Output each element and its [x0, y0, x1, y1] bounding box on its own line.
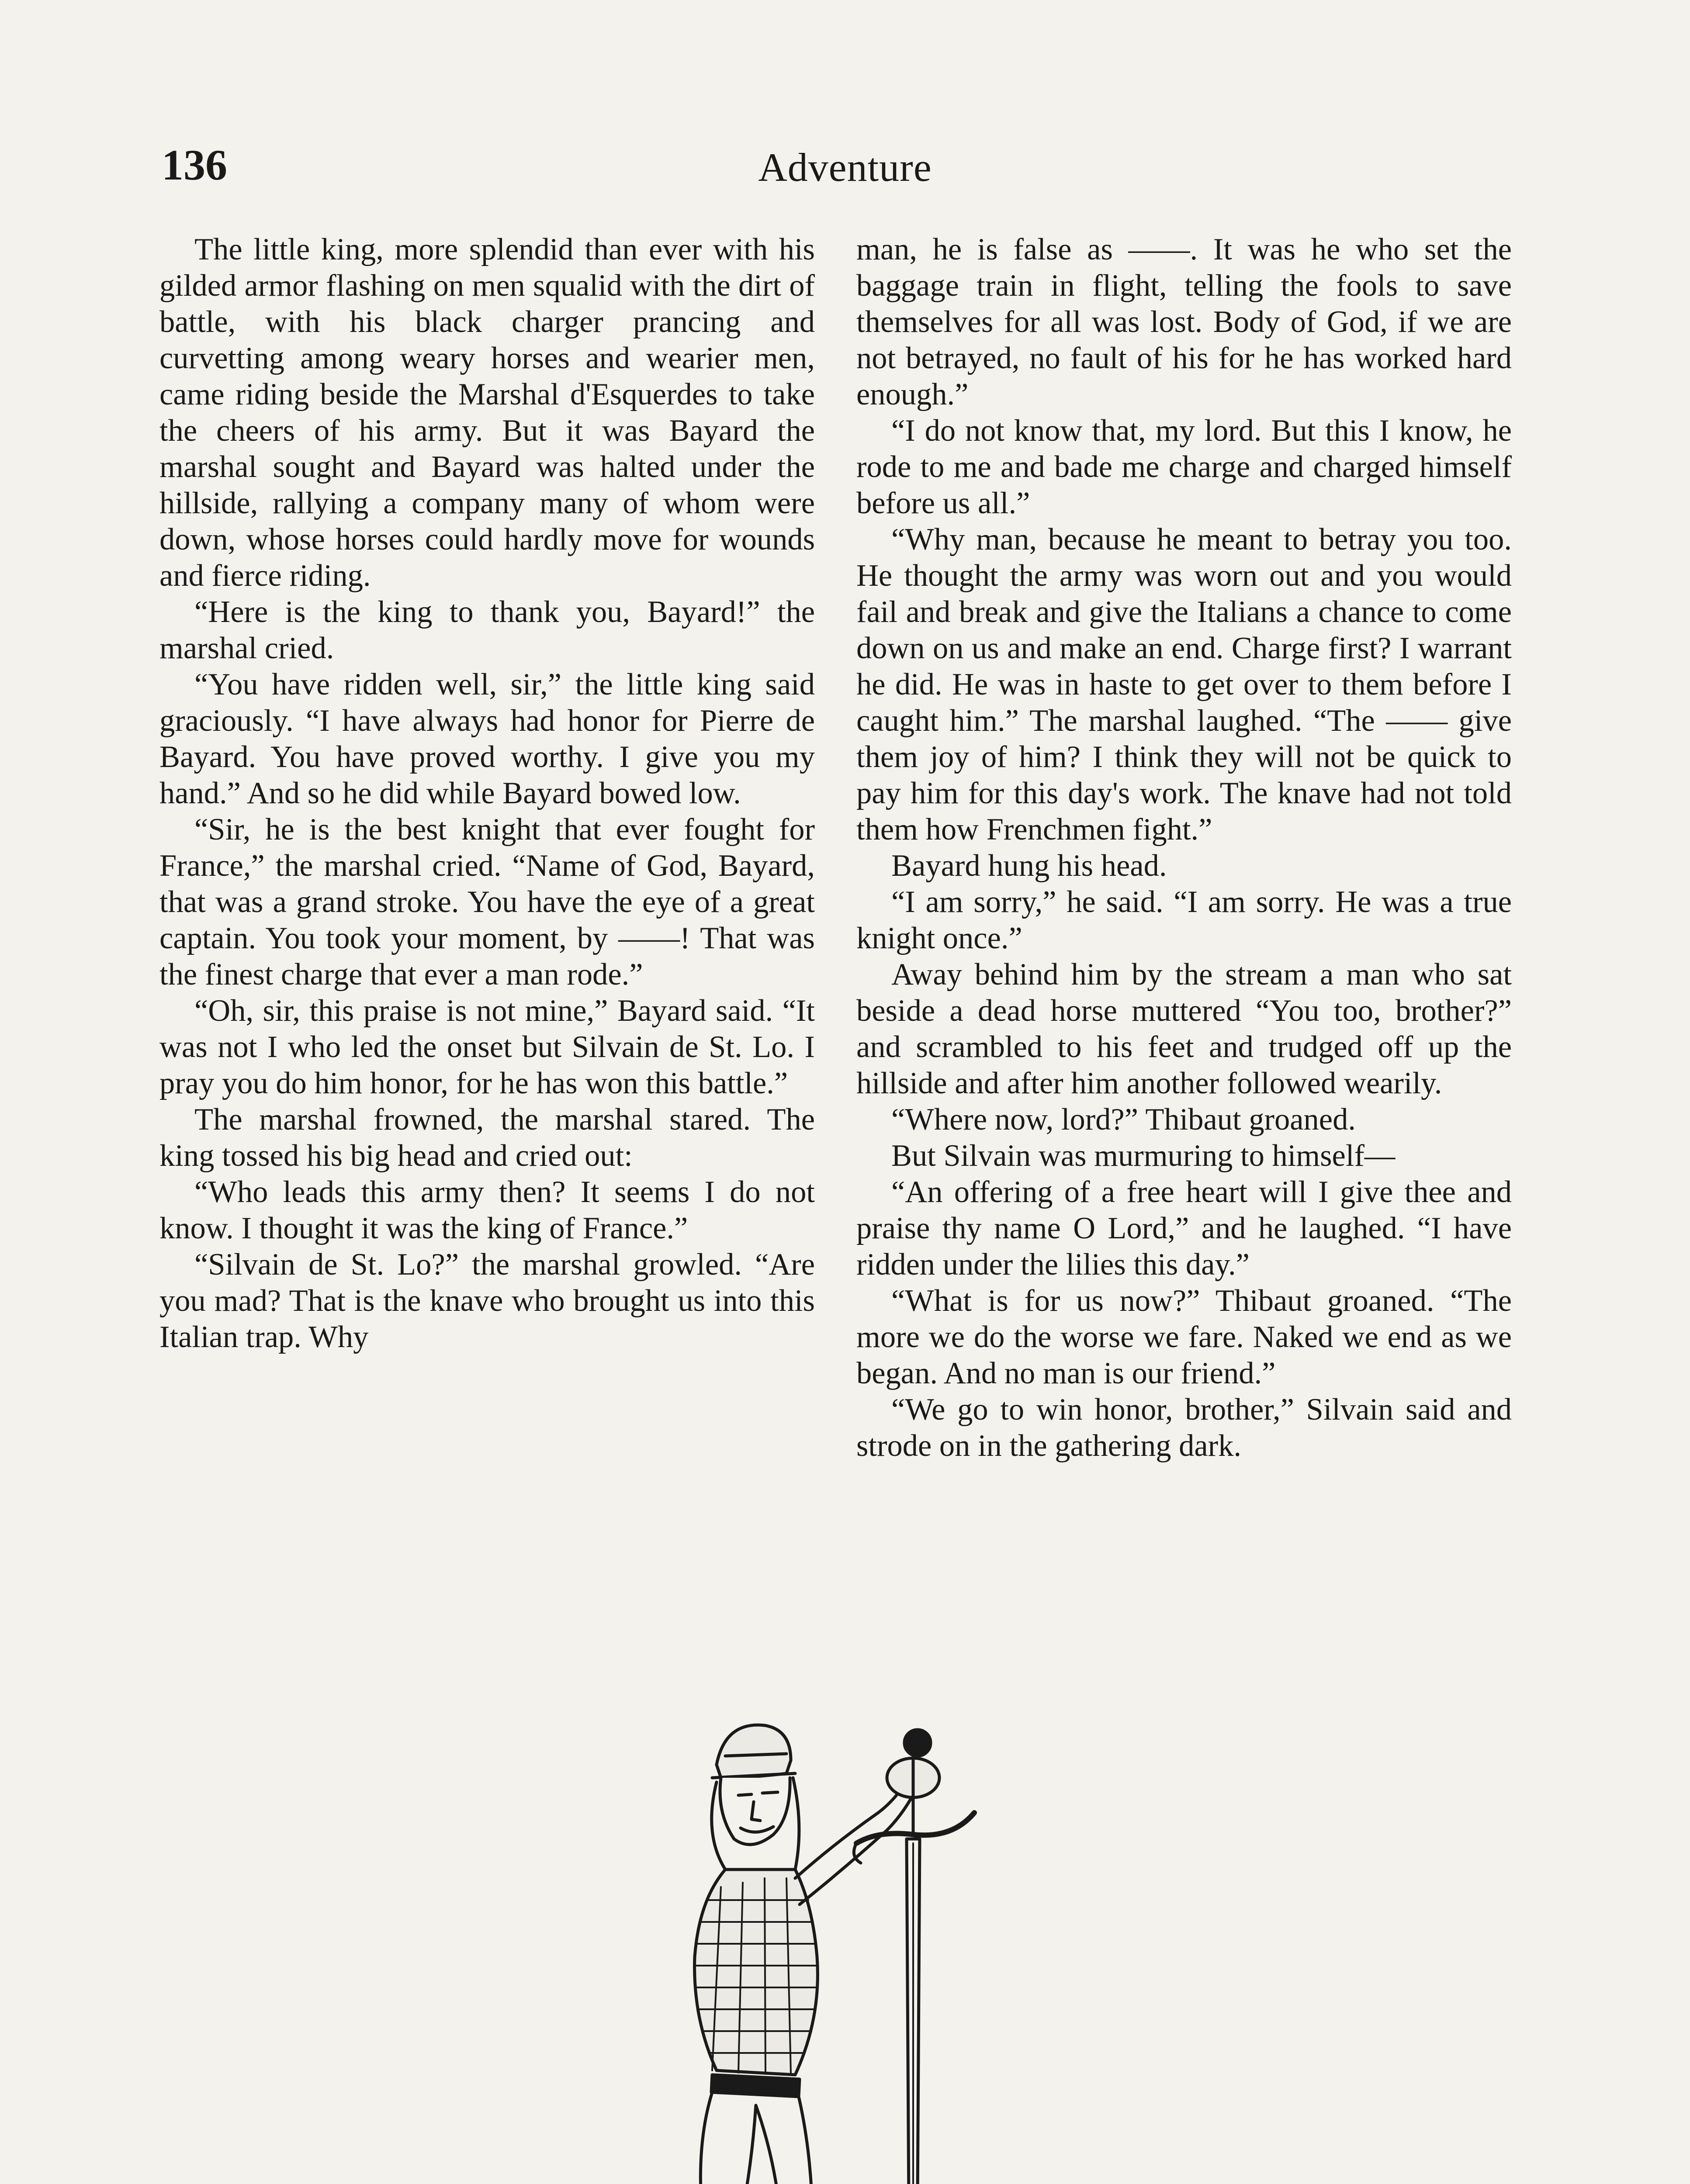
- paragraph: “Sir, he is the best knight that ever fought for France,” the marshal cried. “Name of God, Bayard, that was a grand stroke. You have the eye of a great captain. You took your moment, by ——! That was the finest charge that ever a man rode.”: [159, 812, 815, 992]
- paragraph: “I do not know that, my lord. But this I know, he rode to me and bade me charge and charged himself before us all.”: [856, 414, 1512, 520]
- paragraph: man, he is false as ——. It was he who set the baggage train in flight, telling the fools to save themselves for all was lost. Body of God, if we are not betrayed, no fault of his for he has worked hard enough.”: [856, 232, 1512, 411]
- paragraph: “What is for us now?” Thibaut groaned. “The more we do the worse we fare. Naked we end as we began. And no man is our friend.”: [856, 1284, 1512, 1390]
- paragraph: “I am sorry,” he said. “I am sorry. He was a true knight once.”: [856, 885, 1512, 955]
- paragraph: “Oh, sir, this praise is not mine,” Bayard said. “It was not I who led the onset but Silvain de St. Lo. I pray you do him honor, for he has won this battle.”: [159, 994, 815, 1100]
- knight-leaning-on-sword-icon: [651, 1712, 1114, 2184]
- left-column: [159, 232, 815, 1355]
- paragraph: The little king, more splendid than ever with his gilded armor flashing on men squalid with the dirt of battle, with his black charger prancing and curvetting among weary horses and wearier men, came riding beside the Marshal d'Esquerdes to take the cheers of his army. But it was Bayard the marshal sought and Bayard was halted under the hillside, rallying a company many of whom were down, whose horses could hardly move for wounds and fierce riding.: [159, 232, 815, 593]
- page-header: [0, 131, 1690, 201]
- paragraph: “We go to win honor, brother,” Silvain said and strode on in the gathering dark.: [856, 1393, 1512, 1463]
- running-title: Adventure: [758, 145, 932, 190]
- paragraph: “Who leads this army then? It seems I do not know. I thought it was the king of France.”: [159, 1175, 815, 1245]
- paragraph: “Why man, because he meant to betray you too. He thought the army was worn out and you would fail and break and give the Italians a chance to come down on us and make an end. Charge first? I warrant he did. He was in haste to get over to them before I caught him.” The marshal laughed. “The —— give them joy of him? I think they will not be quick to pay him for this day's work. The knave had not told them how Frenchmen fight.”: [856, 522, 1512, 847]
- paragraph: Bayard hung his head.: [891, 849, 1167, 883]
- page-number: 136: [162, 141, 227, 189]
- paragraph: “Where now, lord?” Thibaut groaned.: [891, 1102, 1356, 1137]
- paragraph: “Here is the king to thank you, Bayard!” the marshal cried.: [159, 595, 815, 665]
- paragraph: “Silvain de St. Lo?” the marshal growled. “Are you mad? That is the knave who brought us into this Italian trap. Why: [159, 1248, 815, 1354]
- right-column: [856, 232, 1512, 1464]
- paragraph: “An offering of a free heart will I give thee and praise thy name O Lord,” and he laughed. “I have ridden under the lilies this day.”: [856, 1175, 1512, 1282]
- paragraph: But Silvain was murmuring to himself—: [891, 1139, 1396, 1173]
- paragraph: The marshal frowned, the marshal stared. The king tossed his big head and cried out:: [159, 1102, 815, 1173]
- paragraph: Away behind him by the stream a man who sat beside a dead horse muttered “You too, brother?” and scrambled to his feet and trudged off up the hillside and after him another followed wearily.: [856, 957, 1512, 1100]
- paragraph: “You have ridden well, sir,” the little king said graciously. “I have always had honor for Pierre de Bayard. You have proved worthy. I give you my hand.” And so he did while Bayard bowed low.: [159, 667, 815, 810]
